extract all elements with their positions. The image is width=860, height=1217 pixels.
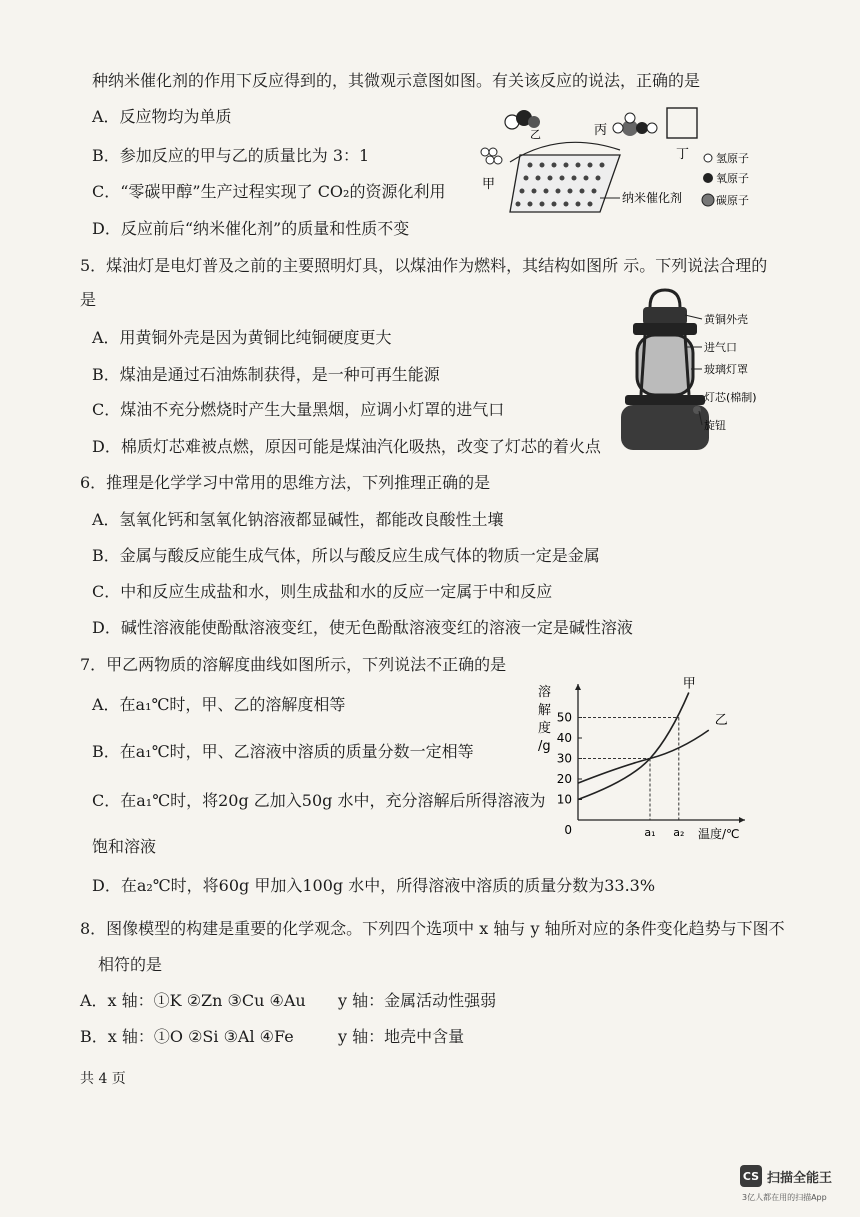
q6-option-c: C．中和反应生成盐和水，则生成盐和水的反应一定属于中和反应 bbox=[92, 582, 553, 601]
page-footer: 共 4 页 bbox=[80, 1071, 126, 1087]
q8-option-b-x: B．x 轴：①O ②Si ③Al ④Fe bbox=[80, 1027, 294, 1046]
x-tick-label: a₁ bbox=[644, 826, 656, 839]
y-axis-label: 解 bbox=[538, 703, 552, 718]
q6-option-b: B．金属与酸反应能生成气体，所以与酸反应生成气体的物质一定是金属 bbox=[92, 546, 600, 565]
q4-option-d: D．反应前后“纳米催化剂”的质量和性质不变 bbox=[92, 219, 410, 238]
label-bing: 丙 bbox=[594, 123, 608, 138]
q8-option-b-y: y 轴：地壳中含量 bbox=[338, 1027, 465, 1046]
y-tick-label: 20 bbox=[556, 772, 572, 786]
label-catalyst: 纳米催化剂 bbox=[622, 191, 683, 205]
q4-option-b: B．参加反应的甲与乙的质量比为 3：1 bbox=[92, 146, 370, 165]
y-axis-label: 度 bbox=[538, 721, 552, 736]
lamp-label-glass: 玻璃灯罩 bbox=[704, 363, 748, 376]
y-tick-label: 30 bbox=[556, 751, 572, 766]
q4-stem: 种纳米催化剂的作用下反应得到的，其微观示意图如图。有关该反应的说法，正确的是 bbox=[92, 71, 701, 90]
y-axis-label: 溶 bbox=[538, 685, 552, 700]
series-label-yi: 乙 bbox=[714, 713, 728, 729]
solubility-chart bbox=[530, 672, 770, 847]
q7-option-c: C．在a₁℃时，将20g 乙加入50g 水中，充分溶解后所得溶液为 bbox=[92, 791, 546, 810]
label-ding: 丁 bbox=[676, 147, 690, 162]
q7-option-d: D．在a₂℃时，将60g 甲加入100g 水中，所得溶液中溶质的质量分数为33.3% bbox=[92, 876, 656, 895]
legend-o: 氧原子 bbox=[716, 172, 749, 185]
lamp-label-knob: 旋钮 bbox=[704, 419, 726, 432]
q4-reaction-diagram bbox=[470, 100, 770, 220]
q8-option-a-y: y 轴：金属活动性强弱 bbox=[338, 991, 497, 1010]
y-axis-label: /g bbox=[538, 739, 551, 754]
q7-option-a: A．在a₁℃时，甲、乙的溶解度相等 bbox=[92, 695, 346, 714]
q7-stem: 7．甲乙两物质的溶解度曲线如图所示，下列说法不正确的是 bbox=[80, 655, 507, 674]
q5-option-c: C．煤油不充分燃烧时产生大量黑烟，应调小灯罩的进气口 bbox=[92, 400, 505, 419]
q5-stem-line2: 是 bbox=[80, 290, 97, 309]
label-jia: 甲 bbox=[482, 177, 496, 192]
kerosene-lamp-figure bbox=[605, 285, 780, 460]
q6-option-a: A．氢氧化钙和氢氧化钠溶液都显碱性，都能改良酸性土壤 bbox=[92, 510, 504, 529]
q7-option-b: B．在a₁℃时，甲、乙溶液中溶质的质量分数一定相等 bbox=[92, 742, 474, 761]
lamp-label-inlet: 进气口 bbox=[704, 341, 737, 354]
q7-option-c-cont: 饱和溶液 bbox=[92, 837, 157, 856]
q5-stem-line1: 5．煤油灯是电灯普及之前的主要照明灯具，以煤油作为燃料，其结构如图所 示。下列说法合理的 bbox=[80, 256, 768, 275]
x-tick-label: a₂ bbox=[673, 826, 685, 839]
q6-stem: 6．推理是化学学习中常用的思维方法，下列推理正确的是 bbox=[80, 473, 491, 492]
q8-stem-line2: 相符的是 bbox=[98, 955, 163, 974]
q5-option-b: B．煤油是通过石油炼制获得，是一种可再生能源 bbox=[92, 365, 440, 384]
series-curve-yi bbox=[578, 730, 709, 783]
legend-h: 氢原子 bbox=[716, 152, 749, 165]
label-yi: 乙 bbox=[530, 128, 541, 141]
cs-badge-icon: CS bbox=[740, 1165, 762, 1187]
q6-option-d: D．碱性溶液能使酚酞溶液变红，使无色酚酞溶液变红的溶液一定是碱性溶液 bbox=[92, 618, 633, 637]
q5-option-d: D．棉质灯芯难被点燃，原因可能是煤油汽化吸热，改变了灯芯的着火点 bbox=[92, 437, 601, 456]
q4-option-a: A．反应物均为单质 bbox=[92, 107, 232, 126]
series-curve-jia bbox=[578, 693, 689, 800]
x-axis-arrow bbox=[739, 817, 745, 823]
q4-option-c: C．“零碳甲醇”生产过程实现了 CO₂的资源化利用 bbox=[92, 182, 446, 201]
scanner-name: 扫描全能王 bbox=[767, 1170, 833, 1186]
legend-c: 碳原子 bbox=[716, 194, 749, 207]
q5-option-a: A．用黄铜外壳是因为黄铜比纯铜硬度更大 bbox=[92, 328, 392, 347]
scanner-logo bbox=[740, 1165, 832, 1187]
lamp-label-shell: 黄铜外壳 bbox=[704, 313, 748, 326]
y-tick-label: 10 bbox=[556, 792, 572, 807]
y-tick-label: 40 bbox=[556, 731, 572, 745]
q8-stem-line1: 8．图像模型的构建是重要的化学观念。下列四个选项中 x 轴与 y 轴所对应的条件变化趋势与下图不 bbox=[80, 919, 785, 938]
y-tick-label: 50 bbox=[556, 710, 572, 725]
x-axis-label: 温度/℃ bbox=[698, 827, 740, 841]
y-axis-arrow bbox=[575, 684, 581, 690]
scanner-tagline: 3亿人都在用的扫描App bbox=[742, 1193, 827, 1202]
q8-option-a-x: A．x 轴：①K ②Zn ③Cu ④Au bbox=[80, 991, 306, 1010]
origin-label: 0 bbox=[564, 823, 572, 837]
lamp-label-wick: 灯芯(棉制) bbox=[704, 391, 757, 404]
series-label-jia: 甲 bbox=[682, 676, 696, 692]
